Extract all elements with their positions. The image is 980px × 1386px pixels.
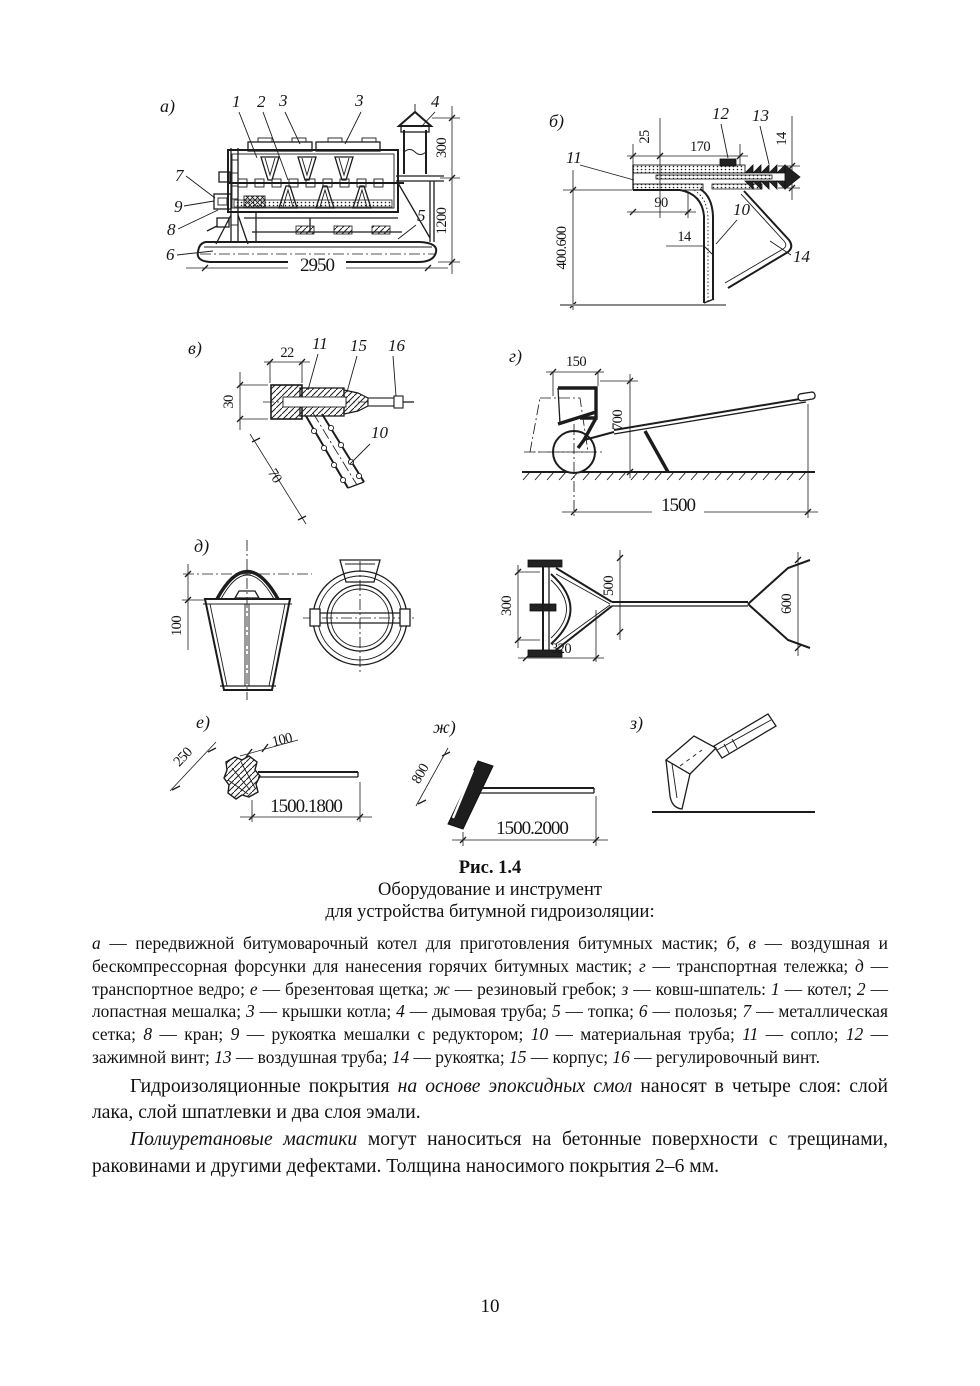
paragraph-epoxy-coatings: Гидроизоляционные покрытия на основе эпоксидных смол наносят в четыре слоя: слой лака, слой шпатлевки и два слоя эмали.: [92, 1075, 888, 1124]
figure-panel-g-cart: [509, 346, 818, 518]
page-number: 10: [480, 1296, 500, 1317]
figure-legend: а — передвижной битумоварочный котел для приготовления битумных мастик; б, в — воздушная и бескомпрессорная форсунки для нанесения горячих битумных мастик; г — транспортная тележка; д — транспортное ведро; е — брезентовая щетка; ж — резиновый гребок; з — ковш-шпатель: 1 — котел; 2 — лопастная мешалка; 3 — крышки котла; 4 — дымовая труба; 5 — топка; 6 — полозья; 7 — металлическая сетка; 8 — кран; 9 — рукоятка мешалки с редуктором; 10 — материальная труба; 11 — сопло; 12 — зажимной винт; 13 — воздушная труба; 14 — рукоятка; 15 — корпус; 16 — регулировочный винт.: [92, 933, 889, 1067]
panel-a-callout-5: 5: [417, 206, 426, 225]
panel-g-dim-150: 150: [566, 354, 586, 370]
panel-b-dim-25: 25: [637, 130, 653, 144]
panel-d2-dim-600: 600: [779, 594, 795, 614]
figure-panel-v-nozzle: [188, 334, 415, 524]
panel-e-dim-250: 250: [170, 744, 196, 771]
panel-v-callout-16: 16: [388, 336, 405, 355]
panel-a-callout-9: 9: [174, 197, 183, 216]
panel-v-callout-11: 11: [312, 334, 328, 353]
panel-v-callout-15: 15: [350, 336, 367, 355]
panel-d-label: д): [194, 536, 210, 556]
panel-v-dim-30: 30: [221, 395, 237, 409]
paragraph-polyurethane-mastics: Полиуретановые мастики могут наноситься на бетонные поверхности с трещинами, раковинами и другими дефектами. Толщина наносимого покрытия 2–6 мм.: [92, 1128, 888, 1177]
panel-a-callout-3b: 3: [355, 91, 364, 110]
figure-panel-a-boiler: [160, 91, 460, 276]
panel-e-dim-100: 100: [270, 729, 294, 751]
panel-a-callout-4: 4: [431, 92, 440, 111]
panel-a-dim-1200: 1200: [434, 207, 450, 235]
panel-b-callout-12: 12: [712, 104, 729, 123]
panel-a-callout-3a: 3: [279, 91, 288, 110]
panel-zh-dim-length: 1500.2000: [496, 818, 568, 839]
panel-d-dim-100: 100: [169, 616, 185, 636]
panel-b-dim-14b: 14: [677, 229, 691, 245]
figure-panel-zh-squeegee: [409, 717, 608, 846]
panel-z-label: з): [630, 713, 644, 733]
panel-v-callout-10: 10: [371, 423, 388, 442]
panel-b-dim-90: 90: [654, 195, 668, 211]
panel-e-label: е): [196, 712, 210, 732]
panel-g-label: г): [509, 346, 523, 366]
panel-zh-dim-800: 800: [408, 761, 433, 787]
panel-d2-dim-320: 320: [551, 641, 571, 657]
panel-b-dim-170: 170: [690, 139, 710, 155]
panel-a-callout-1: 1: [232, 92, 241, 111]
panel-b-dim-400-600: 400.600: [554, 226, 570, 270]
panel-v-dim-70: 70: [264, 465, 285, 486]
panel-d2-dim-300: 300: [499, 596, 515, 616]
figure-panel-d-bucket: [169, 536, 417, 700]
panel-a-label: а): [160, 96, 175, 116]
panel-b-dim-14a: 14: [774, 132, 790, 146]
panel-a-callout-7: 7: [175, 166, 184, 185]
panel-d2-dim-500: 500: [601, 576, 617, 596]
panel-zh-label: ж): [433, 717, 456, 737]
panel-b-label: б): [549, 111, 565, 131]
figure-subtitle-line-2: для устройства битумной гидроизоляции:: [325, 902, 655, 922]
panel-g-dim-1500: 1500: [661, 495, 695, 516]
panel-a-callout-6: 6: [166, 245, 175, 264]
figure-subtitle-line-1: Оборудование и инструмент: [378, 880, 602, 900]
panel-a-callout-2: 2: [257, 92, 266, 111]
figure-panel-b-air-nozzle: [549, 104, 811, 310]
panel-a-dim-2950: 2950: [300, 255, 334, 276]
figure-panel-e-brush: [170, 712, 372, 822]
panel-b-callout-14: 14: [793, 247, 810, 266]
panel-e-dim-length: 1500.1800: [270, 796, 342, 817]
panel-v-dim-22: 22: [280, 345, 294, 361]
panel-b-callout-11: 11: [566, 148, 582, 167]
panel-b-callout-10: 10: [733, 200, 750, 219]
panel-v-label: в): [188, 338, 202, 358]
figure-panel-z-scoop: [629, 713, 815, 812]
panel-a-callout-8: 8: [167, 220, 176, 239]
figure-caption: Рис. 1.4: [458, 858, 522, 878]
panel-b-callout-13: 13: [752, 106, 769, 125]
panel-a-dim-300: 300: [434, 138, 450, 158]
figure-panel-d2-carrier: [499, 550, 810, 662]
panel-g-dim-700: 700: [610, 410, 626, 430]
